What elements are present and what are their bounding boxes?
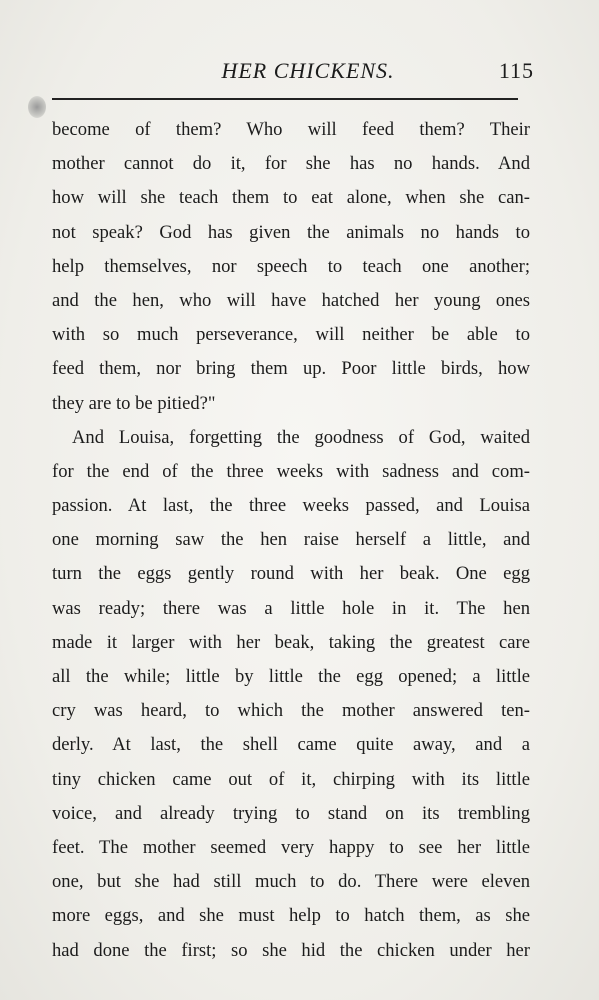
text-line: they are to be pitied?" (52, 392, 216, 414)
page-header (52, 58, 540, 88)
text-line: and the hen, who will have hatched her young ones (52, 289, 530, 311)
text-line: passion. At last, the three weeks passed, and Louisa (52, 495, 530, 517)
text-line: And Louisa, forgetting the goodness of God, waited (72, 426, 530, 448)
text-line: not speak? God has given the animals no hands to (52, 221, 530, 243)
text-line: feed them, nor bring them up. Poor little birds, how (52, 358, 530, 380)
text-line: voice, and already trying to stand on its trembling (52, 802, 530, 824)
text-line: one morning saw the hen raise herself a little, and (52, 529, 530, 551)
text-line: more eggs, and she must help to hatch them, as she (52, 905, 530, 927)
text-line: cry was heard, to which the mother answered ten- (52, 700, 530, 722)
text-line: mother cannot do it, for she has no hands. And (52, 153, 530, 175)
header-rule (52, 98, 518, 100)
text-line: tiny chicken came out of it, chirping with its little (52, 768, 530, 790)
text-line: help themselves, nor speech to teach one another; (52, 255, 530, 277)
body-text (52, 113, 530, 968)
text-line: feet. The mother seemed very happy to see her little (52, 836, 530, 858)
text-line: derly. At last, the shell came quite away, and a (52, 734, 530, 756)
text-line: one, but she had still much to do. There were eleven (52, 871, 530, 893)
ink-blot (28, 96, 46, 118)
text-line: was ready; there was a little hole in it. The hen (52, 597, 530, 619)
text-line: for the end of the three weeks with sadness and com- (52, 460, 530, 482)
running-title: HER CHICKENS. (221, 58, 395, 83)
text-line: had done the first; so she hid the chicken under her (52, 939, 530, 961)
text-line: with so much perseverance, will neither be able to (52, 324, 530, 346)
text-line: all the while; little by little the egg opened; a little (52, 666, 530, 687)
text-line: how will she teach them to eat alone, when she can- (52, 187, 530, 209)
page-number: 115 (498, 58, 534, 83)
text-line: become of them? Who will feed them? Their (52, 119, 530, 140)
text-line: made it larger with her beak, taking the greatest care (52, 631, 530, 653)
text-line: turn the eggs gently round with her beak. One egg (52, 563, 530, 585)
